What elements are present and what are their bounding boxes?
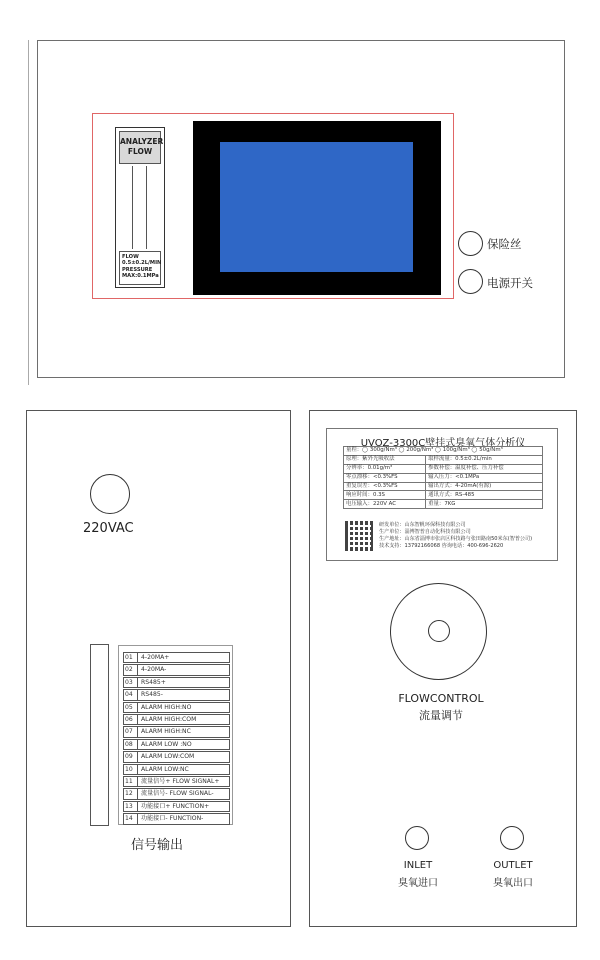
terminal-row: 04 RS485-: [123, 689, 230, 700]
inlet-label-cn: 臭氧进口: [398, 878, 438, 889]
range-cell: 量程：◯ 300g/Nm³ ◯ 200g/Nm³ ◯ 100g/Nm³ ◯ 50g/Nm³: [344, 447, 543, 456]
spec-cell: 取样流量：0.5±0.2L/min: [426, 455, 543, 464]
power-inlet-icon: [90, 474, 130, 514]
spec-cell: 重量：7KG: [426, 500, 543, 509]
spec-cell: 重复误差：<0.3%FS: [344, 482, 426, 491]
power-switch-icon: [458, 269, 483, 294]
flowmeter-spec-label: [119, 251, 161, 285]
fuse-label: 保险丝: [487, 237, 522, 251]
outlet-port-icon: [500, 826, 524, 850]
nameplate-title: UVOZ-3300C壁挂式臭氧气体分析仪: [360, 438, 526, 449]
spec-cell: 参数补偿：温度补偿、压力补偿: [426, 464, 543, 473]
nameplate-rd-unit: 研发单位：山东智帆环保科技有限公司: [379, 522, 466, 528]
terminal-row: 05 ALARM HIGH:NO: [123, 702, 230, 713]
qr-code-pattern: [349, 525, 371, 547]
terminal-row: 10 ALARM LOW:NC: [123, 764, 230, 775]
terminal-row: 09 ALARM LOW:COM: [123, 751, 230, 762]
terminal-row: 11 流量信号+ FLOW SIGNAL+: [123, 776, 230, 787]
outlet-label-cn: 臭氧出口: [493, 878, 533, 889]
power-input-label: 220VAC: [83, 521, 134, 536]
spec-cell: 分辨率：0.01g/m³: [344, 464, 426, 473]
terminal-row: 06 ALARM HIGH:COM: [123, 714, 230, 725]
panel-edge-line: [28, 40, 29, 385]
signal-output-label: 信号输出: [131, 838, 184, 853]
terminal-row: 13 功能接口+ FUNCTION+: [123, 801, 230, 812]
table-row: [344, 464, 543, 473]
table-row: [344, 500, 543, 509]
spec-cell: 输入压力：<0.1MPa: [426, 473, 543, 482]
table-row: [344, 482, 543, 491]
spec-cell: 通讯方式：RS-485: [426, 491, 543, 500]
flow-control-label-en: FLOWCONTROL: [398, 692, 484, 705]
spec-cell: 零点漂移：<0.3%FS: [344, 473, 426, 482]
flowmeter-tube-line: [132, 166, 133, 249]
flowmeter-tube-line: [146, 166, 147, 249]
terminal-block: [118, 645, 233, 825]
terminal-row: 07 ALARM HIGH:NC: [123, 726, 230, 737]
flow-control-label-cn: 流量调节: [419, 709, 463, 722]
terminal-cover-strip: [90, 644, 109, 826]
analyzer-flowmeter: [115, 127, 165, 288]
terminal-row: 03 RS485+: [123, 677, 230, 688]
flow-control-knob-center: [428, 620, 450, 642]
inlet-port-icon: [405, 826, 429, 850]
flowmeter-flow-label: FLOW: [122, 254, 139, 260]
flowmeter-header: ANALYZER FLOW: [119, 131, 161, 164]
fuse-holder-icon: [458, 231, 483, 256]
outlet-label-en: OUTLET: [493, 860, 533, 871]
table-row: [344, 491, 543, 500]
terminal-row: 14 功能接口- FUNCTION-: [123, 813, 230, 824]
spec-cell: 原理：紫外光吸收法: [344, 455, 426, 464]
flowmeter-pressure-value: MAX:0.1MPa: [122, 273, 159, 280]
flowmeter-pressure-label: PRESSURE: [122, 266, 153, 273]
terminal-row: 12 流量信号- FLOW SIGNAL-: [123, 788, 230, 799]
nameplate-spec-table: [343, 446, 543, 509]
spec-cell: 响应时间：0.3S: [344, 491, 426, 500]
product-nameplate: [326, 428, 558, 561]
spec-cell: 输出方式：4-20mA(有源): [426, 482, 543, 491]
power-switch-label: 电源开关: [487, 276, 533, 290]
display-screen: [220, 142, 413, 272]
flowmeter-flow-value: 0.5±0.2L/MIN: [122, 260, 162, 267]
terminal-row: 01 4-20MA+: [123, 652, 230, 663]
spec-cell: 电压输入：220V AC: [344, 500, 426, 509]
terminal-row: 08 ALARM LOW :NO: [123, 739, 230, 750]
table-row: [344, 455, 543, 464]
nameplate-manufacturer: 生产单位：淄博智普自动化科技有限公司: [379, 529, 471, 535]
nameplate-address: 生产地址：山东省淄博市张店区科技路与张田路南50米东(智普公司): [379, 536, 533, 542]
table-row: [344, 447, 543, 456]
inlet-label-en: INLET: [403, 860, 433, 871]
table-row: [344, 473, 543, 482]
terminal-row: 02 4-20MA-: [123, 664, 230, 675]
nameplate-contact: 技术支持：13792166068 咨询电话：400-696-2620: [379, 543, 504, 549]
